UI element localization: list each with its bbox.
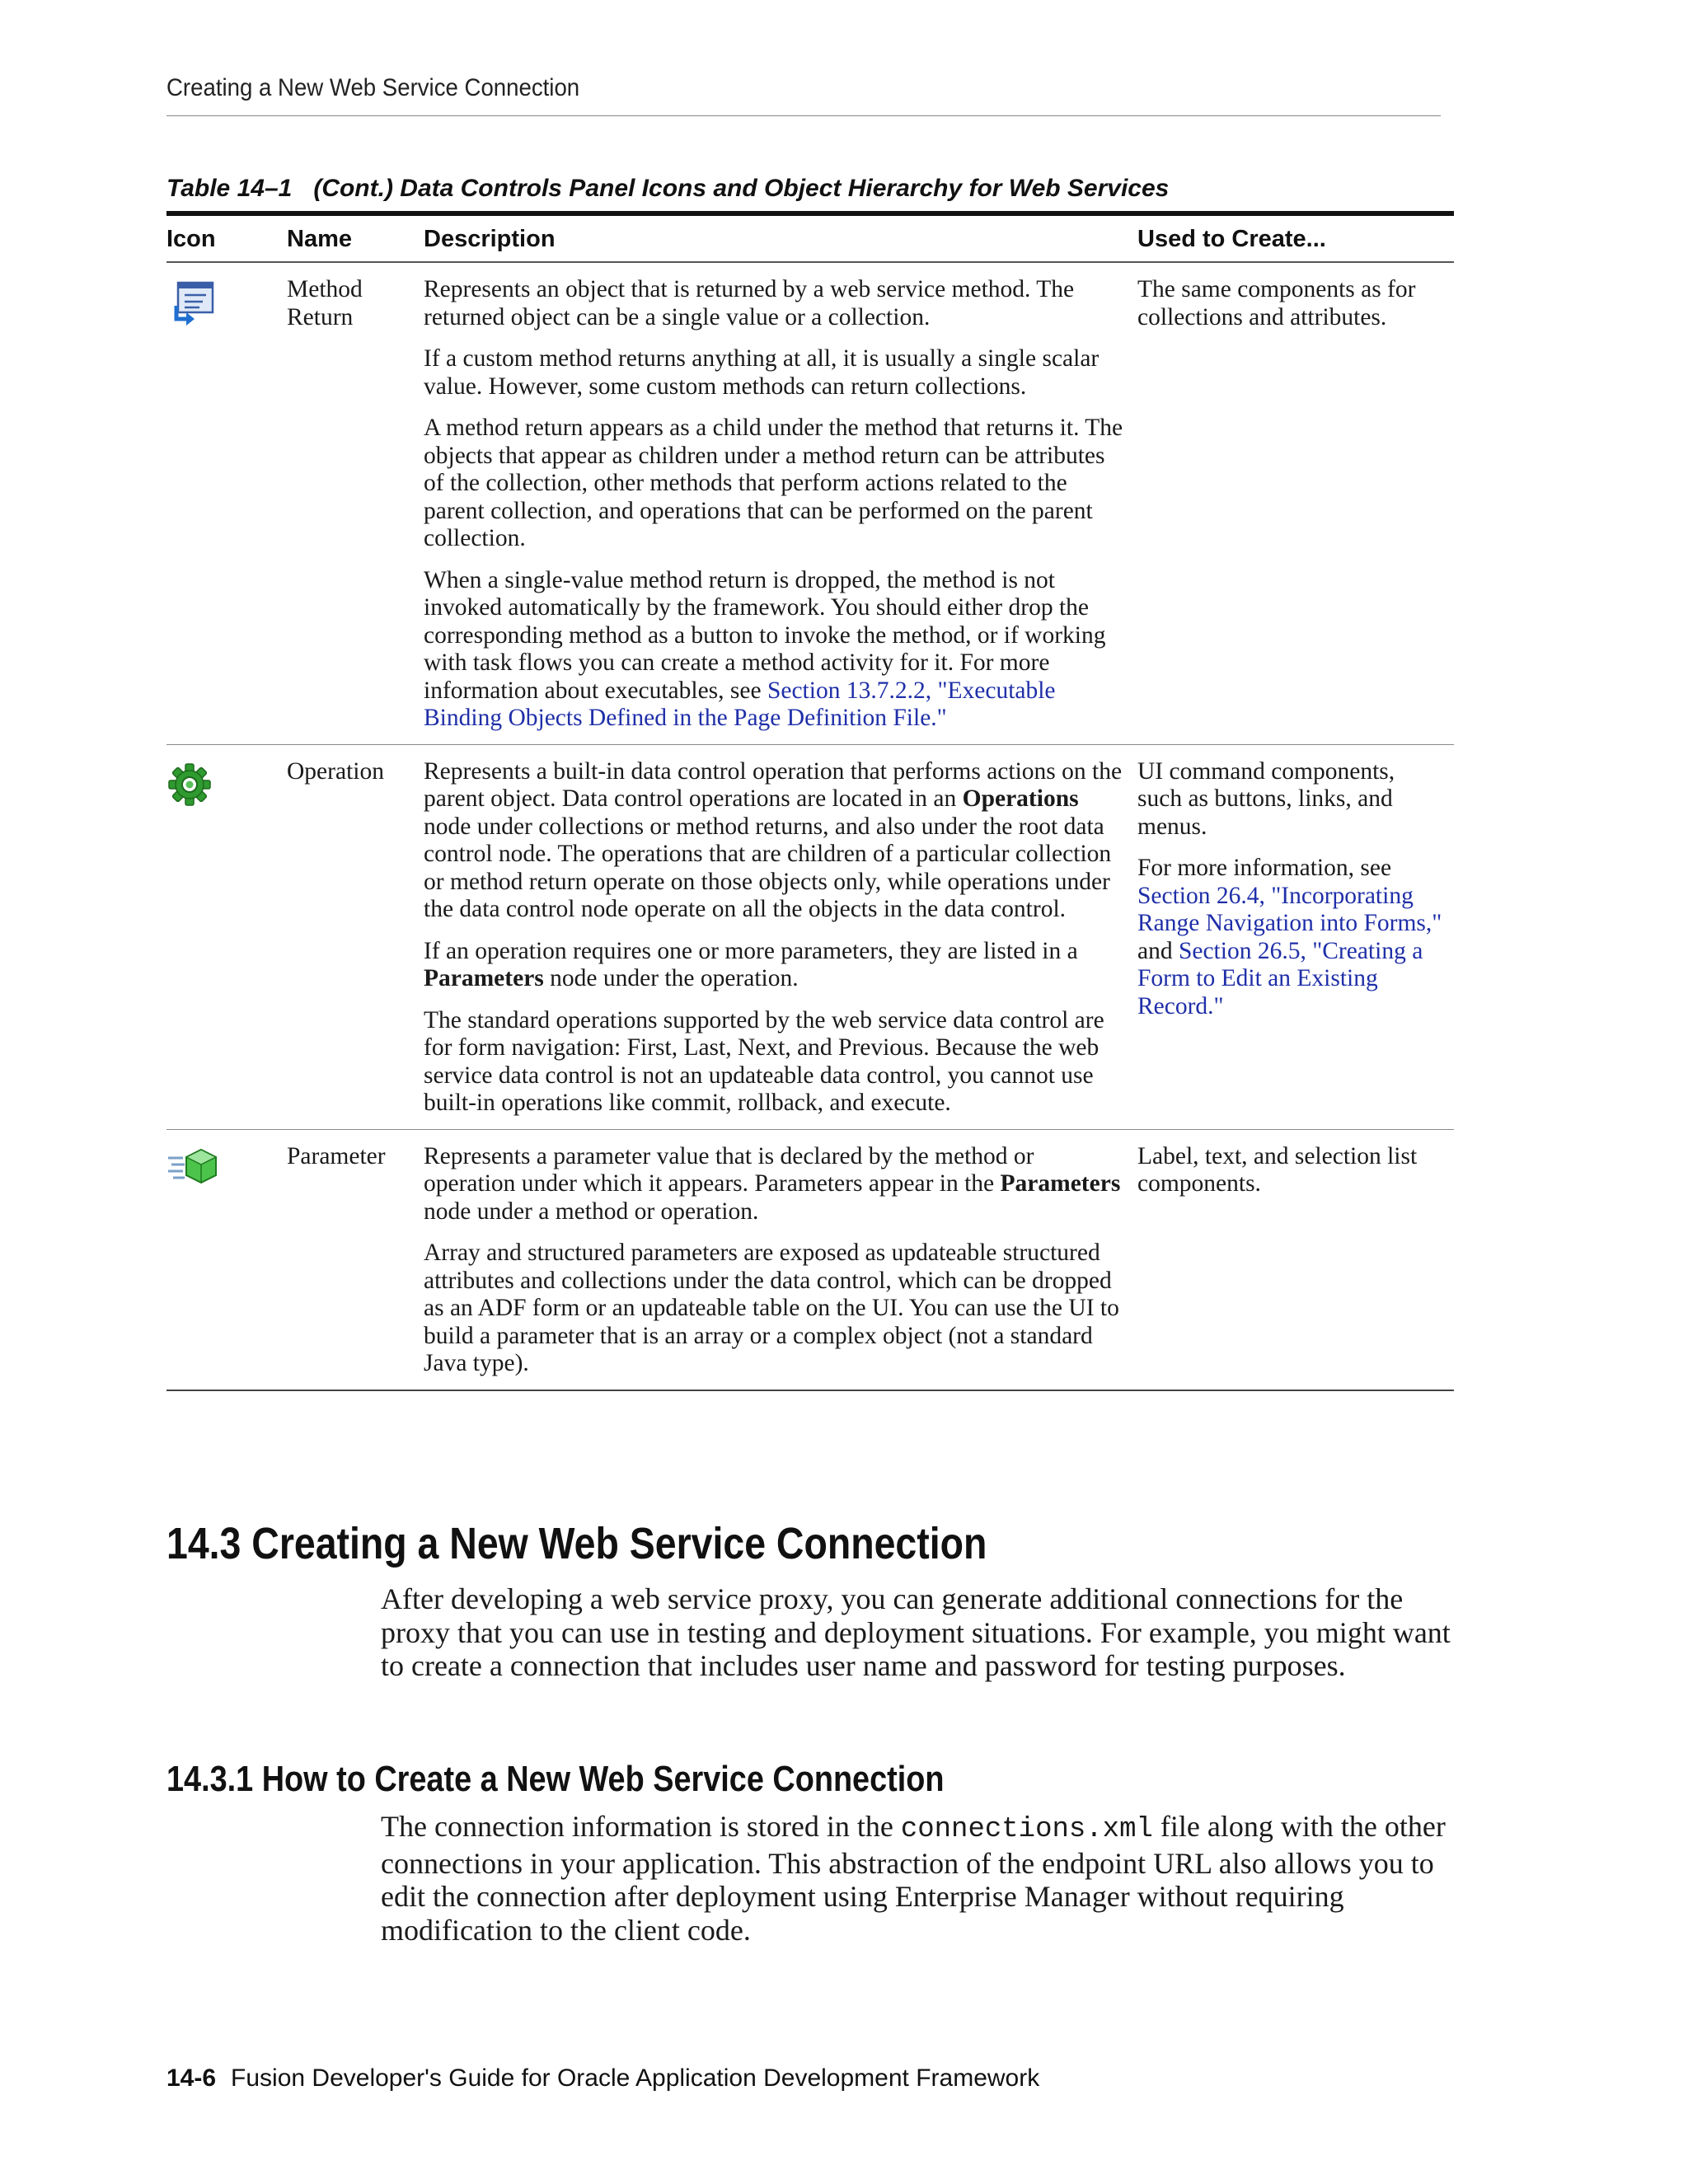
description-cell [424, 744, 1137, 1129]
paragraph-text: The connection information is stored in the [381, 1810, 893, 1843]
footer-title: Fusion Developer's Guide for Oracle Application Development Framework [231, 2064, 1040, 2092]
description-text: When a single-value method return is dropped, the method is not invoked automatically by the framework. You should either drop the corresponding method as a button to invoke the method, or if working with task flows you can create a method activity for it. For more information about executables, see [424, 566, 1106, 704]
description-text: If an operation requires one or more parameters, they are listed in a [424, 937, 1078, 964]
table-row [166, 744, 1454, 1129]
description-paragraph [424, 567, 1126, 733]
table-row [166, 1129, 1454, 1390]
name-cell: Parameter [287, 1142, 386, 1169]
used-paragraph [1137, 855, 1442, 1020]
icon-cell [166, 262, 287, 744]
used-paragraph: The same components as for collections and attributes. [1137, 276, 1416, 330]
header-rule [166, 115, 1441, 116]
method-return-icon [166, 308, 218, 335]
header-description: Description [424, 213, 1137, 262]
description-paragraph: If a custom method returns anything at all, it is usually a single scalar value. However, some custom methods can return collections. [424, 345, 1100, 400]
description-text: node under collections or method returns, and also under the root data control node. The operations that are children of a particular collection or method return operate on those objects only, while operations under the data control node operate on all the objects in the data control. [424, 813, 1112, 922]
link-section-26-5[interactable]: Section 26.5, "Creating a Form to Edit an Existing Record." [1137, 937, 1423, 1019]
section-14-3-paragraph: After developing a web service proxy, you can generate additional connections for the proxy that you can use in testing and deployment situations. For example, you might want to create a connection that includes user name and password for testing purposes. [381, 1582, 1451, 1682]
used-paragraph: UI command components, such as buttons, links, and menus. [1137, 757, 1395, 840]
header-used-to-create: Used to Create... [1137, 213, 1454, 262]
description-paragraph: Represents an object that is returned by a web service method. The returned object can be a single value or a collection. [424, 276, 1075, 330]
page-number: 14-6 [166, 2064, 217, 2092]
code-filename: connections.xml [900, 1814, 1153, 1845]
section-14-3-1-paragraph [381, 1810, 1452, 1947]
used-text: and [1137, 937, 1173, 964]
used-to-create-cell [1137, 1129, 1454, 1390]
description-paragraph [424, 1143, 1126, 1226]
description-paragraph [424, 758, 1126, 924]
operation-gear-icon [166, 787, 213, 813]
description-text: Represents a built-in data control operation that performs actions on the parent object. Data control operations are located in an [424, 757, 1123, 812]
table-header-row [166, 213, 1454, 262]
bold-term: Parameters [424, 965, 544, 991]
table-caption-title: (Cont.) Data Controls Panel Icons and Object Hierarchy for Web Services [313, 175, 1170, 202]
description-cell [424, 262, 1137, 744]
bold-term: Operations [962, 785, 1079, 812]
used-paragraph: Label, text, and selection list components. [1137, 1142, 1418, 1197]
description-paragraph: Array and structured parameters are exposed as updateable structured attributes and collections under the data control, which can be dropped as an ADF form or an updateable table on the UI. You can use the UI to build a parameter that is an array or a complex object (not a standard Java type). [424, 1240, 1119, 1376]
used-to-create-cell [1137, 262, 1454, 744]
table-container [166, 211, 1454, 1391]
description-text: Represents a parameter value that is declared by the method or operation under which it appears. Parameters appear in the [424, 1142, 1034, 1197]
used-text: For more information, see [1137, 855, 1392, 881]
table-caption [166, 175, 1169, 203]
link-section-13-7-2-2[interactable]: Section 13.7.2.2, "Executable Binding Objects Defined in the Page Definition File." [424, 677, 1056, 731]
icon-cell [166, 744, 287, 1129]
page-footer [166, 2064, 1039, 2093]
paragraph-text: file along with the other connections in your application. This abstraction of the endpoint URL also allows you to edit the connection after deployment using Enterprise Manager without requiring modification to the client code. [381, 1810, 1446, 1947]
section-heading-14-3-1: 14.3.1 How to Create a New Web Service Connection [166, 1759, 945, 1799]
header-name: Name [287, 213, 424, 262]
description-text: node under a method or operation. [424, 1197, 759, 1225]
header-icon: Icon [166, 213, 287, 262]
name-cell: Operation [287, 757, 384, 785]
section-heading-14-3: 14.3 Creating a New Web Service Connection [166, 1519, 987, 1568]
link-section-26-4[interactable]: Section 26.4, "Incorporating Range Navigation into Forms," [1137, 882, 1442, 936]
running-header: Creating a New Web Service Connection [166, 74, 580, 101]
icon-cell [166, 1129, 287, 1390]
bold-term: Parameters [1000, 1170, 1121, 1197]
data-controls-table [166, 211, 1454, 1391]
parameter-icon [166, 1165, 221, 1192]
description-paragraph: A method return appears as a child under the method that returns it. The objects that appear as children under a method return can be attributes of the collection, other methods that perform actions related to the parent collection, and operations that can be performed on the parent collection. [424, 415, 1123, 551]
description-paragraph [424, 938, 1126, 993]
name-cell: Method Return [287, 276, 363, 330]
description-cell [424, 1129, 1137, 1390]
description-paragraph: The standard operations supported by the web service data control are for form navigation: First, Last, Next, and Previous. Because the web service data control is not an updateable data control, you cannot use built-in operations like commit, rollback, and execute. [424, 1006, 1104, 1116]
table-caption-number: Table 14–1 [166, 175, 293, 202]
used-to-create-cell [1137, 744, 1454, 1129]
description-text: node under the operation. [550, 965, 799, 991]
table-row [166, 262, 1454, 744]
